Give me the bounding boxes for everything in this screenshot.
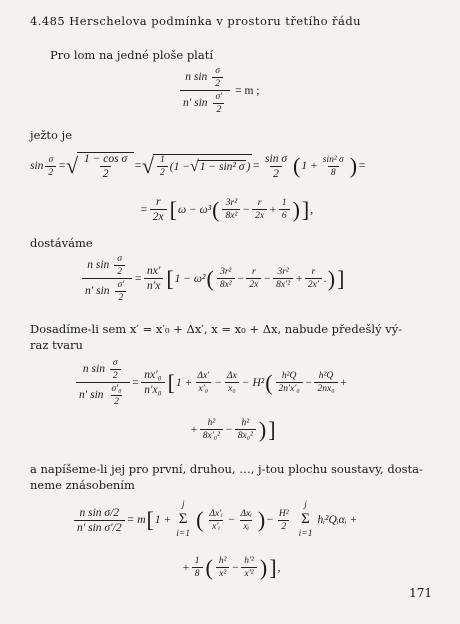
page-number: 171 [409, 586, 432, 600]
equation-5-line-1: $\frac{\text{n sin σ/2}}{\text{n′ sin σ′/2}}$ = m [ 1 + j Σ i=1 ( $\frac{\text{Δx′ᵢ}}{\text{x′ᵢ}}$ − $\frac{\text{Δxᵢ}}{\text{xᵢ}}$ ) − $\frac{\text{H²}}{2}$ j Σ i=1 hᵢ²Qᵢαᵢ + [72, 500, 357, 540]
eq1-fraction: n sin $\frac{\sigma}{2}$ n′ sin $\frac{\sigma'}{2}$ [180, 66, 230, 115]
equation-2-line-2: = $\frac{r}{2x}$ [ ω − ω³ ( $\frac{\text{3r²}}{\text{8x²}}$ − $\frac{r}{2x}$ + $\frac{1}{6}$ ) ] , [140, 196, 314, 223]
paragraph-jezto: ježto je [30, 128, 73, 142]
section-heading [30, 14, 361, 28]
equation-2-line-1: sin $\frac{\sigma}{2}$ = √ $\frac{\text{1 − cos σ}}{2}$ = √ $\frac{1}{2}$ (1 − √ 1 − sin² σ ) = $\frac{\text{sin σ}}{2}$ ( 1 + $\frac{\text{sin² σ}}{8}$ ) = [30, 152, 366, 180]
paragraph-napiseme-1: a napíšeme-li jej pro první, druhou, …, j-tou plochu soustavy, dosta- [30, 462, 423, 476]
paragraph-napiseme-2: neme znásobením [30, 478, 135, 492]
equation-5-line-2: + $\frac{1}{8}$ ( $\frac{\text{h²}}{\text{x²}}$ − $\frac{\text{h′²}}{\text{x′²}}$ ) ] , [182, 554, 281, 580]
paragraph-dosadime-1: Dosadíme-li sem x′ = x′₀ + Δx′, x = x₀ + Δx, nabude předešlý vý- [30, 322, 403, 336]
equation-3: n sin $\frac{\sigma}{2}$ n′ sin $\frac{\sigma'}{2}$ = $\frac{nx'}{n'x}$ [ 1 − ω² ( $\frac{\text{3r²}}{\text{8x²}}$ − $\frac{r}{2x}$ − $\frac{\text{3r²}}{\text{8x′²}}$ + $\frac{r}{2x'}$ . ) ] [80, 254, 345, 303]
paragraph-intro: Pro lom na jedné ploše platí [50, 48, 214, 62]
equation-4-line-2: + $\frac{\text{h²}}{\text{8x′₀²}}$ − $\frac{\text{h²}}{\text{8x₀²}}$ ) ] [190, 416, 276, 442]
paragraph-dosadime-2: raz tvaru [30, 338, 83, 352]
paragraph-dostavame: dostáváme [30, 236, 93, 250]
equation-4-line-1: n sin $\frac{\sigma}{2}$ n′ sin $\frac{\text{σ′₀}}{2}$ = $\frac{\text{nx′₀}}{\text{n′x₀}}$ [ 1 + $\frac{\Delta x'}{\text{x′₀}}$ − $\frac{\Delta x}{\text{x₀}}$ − H² ( $\frac{\text{h²Q}}{\text{2n′x′₀}}$ − $\frac{\text{h²Q}}{\text{2nx₀}}$ + [74, 358, 347, 407]
section-title: Herschelova podmínka v prostoru třetího řádu [69, 14, 361, 28]
section-number: 4.485 [30, 14, 66, 28]
equation-1: n sin $\frac{\sigma}{2}$ n′ sin $\frac{\sigma'}{2}$ = m ; [178, 66, 259, 115]
